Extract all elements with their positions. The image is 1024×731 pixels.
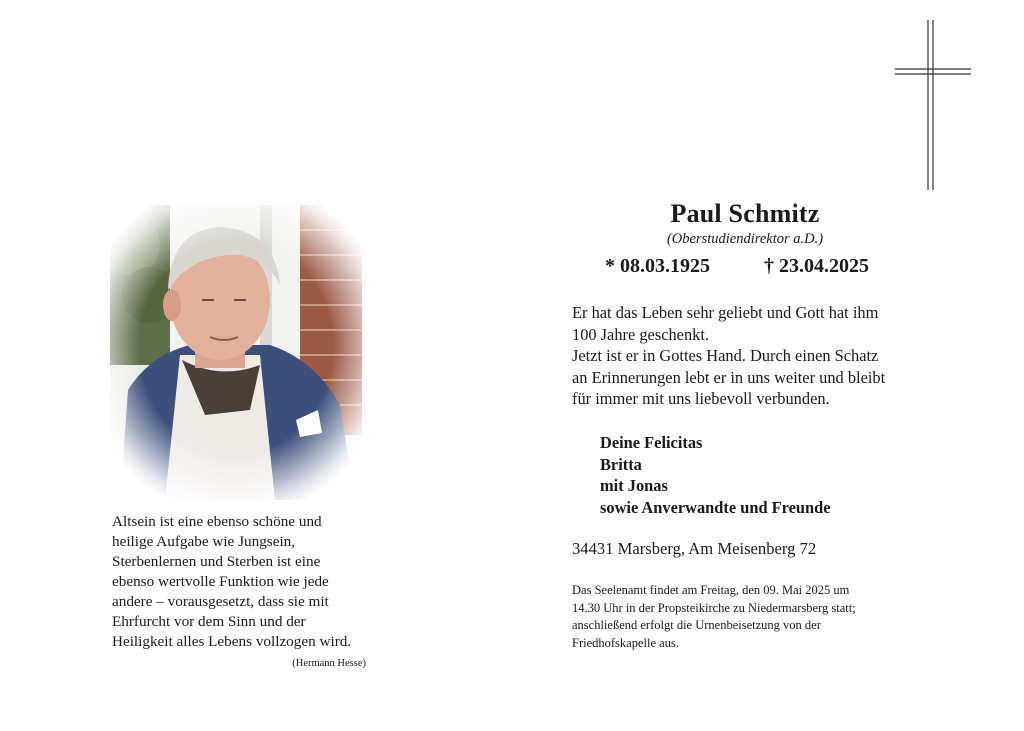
service-line: Das Seelenamt findet am Freitag, den 09. Mai 2025 um	[572, 583, 850, 597]
message-line: für immer mit uns liebevoll verbunden.	[572, 389, 830, 408]
quote-line: Ehrfurcht vor dem Sinn und der	[112, 613, 306, 630]
deceased-title: (Oberstudiendirektor a.D.)	[666, 231, 824, 247]
death-date: † 23.04.2025	[764, 255, 869, 277]
quote-author: (Hermann Hesse)	[292, 658, 366, 669]
quote-line: andere – vorausgesetzt, dass sie mit	[112, 593, 329, 610]
mourners-list	[600, 432, 900, 518]
message-line: Er hat das Leben sehr geliebt und Gott hat ihm	[572, 303, 879, 322]
birth-date: * 08.03.1925	[605, 255, 710, 277]
service-line: 14.30 Uhr in der Propsteikirche zu Niedermarsberg statt;	[572, 600, 856, 615]
mourner: sowie Anverwandte und Freunde	[600, 497, 831, 517]
quote-line: Heiligkeit alles Lebens vollzogen wird.	[112, 633, 352, 650]
service-line: Friedhofskapelle aus.	[572, 635, 679, 650]
quote-line: Altsein ist eine ebenso schöne und	[112, 513, 322, 530]
cross-icon	[893, 18, 973, 194]
mourner: mit Jonas	[600, 476, 668, 495]
service-line: anschließend erfolgt die Urnenbeisetzung von der	[572, 618, 821, 632]
mourner: Deine Felicitas	[600, 433, 703, 452]
mourner: Britta	[600, 454, 642, 474]
family-address: 34431 Marsberg, Am Meisenberg 72	[572, 539, 817, 558]
memorial-text	[572, 302, 922, 410]
quote-line: Sterbenlernen und Sterben ist eine	[112, 553, 321, 570]
quote-line: ebenso wertvolle Funktion wie jede	[112, 573, 329, 590]
portrait-photo	[110, 205, 362, 500]
hesse-quote	[112, 512, 374, 652]
deceased-name: Paul Schmitz	[670, 199, 820, 228]
quote-line: heilige Aufgabe wie Jungsein,	[112, 533, 296, 550]
life-dates	[600, 255, 890, 281]
message-line: Jetzt ist er in Gottes Hand. Durch einen Schatz	[572, 346, 879, 365]
message-line: an Erinnerungen lebt er in uns weiter und bleibt	[572, 367, 886, 387]
service-info	[572, 582, 922, 652]
message-line: 100 Jahre geschenkt.	[572, 324, 709, 344]
